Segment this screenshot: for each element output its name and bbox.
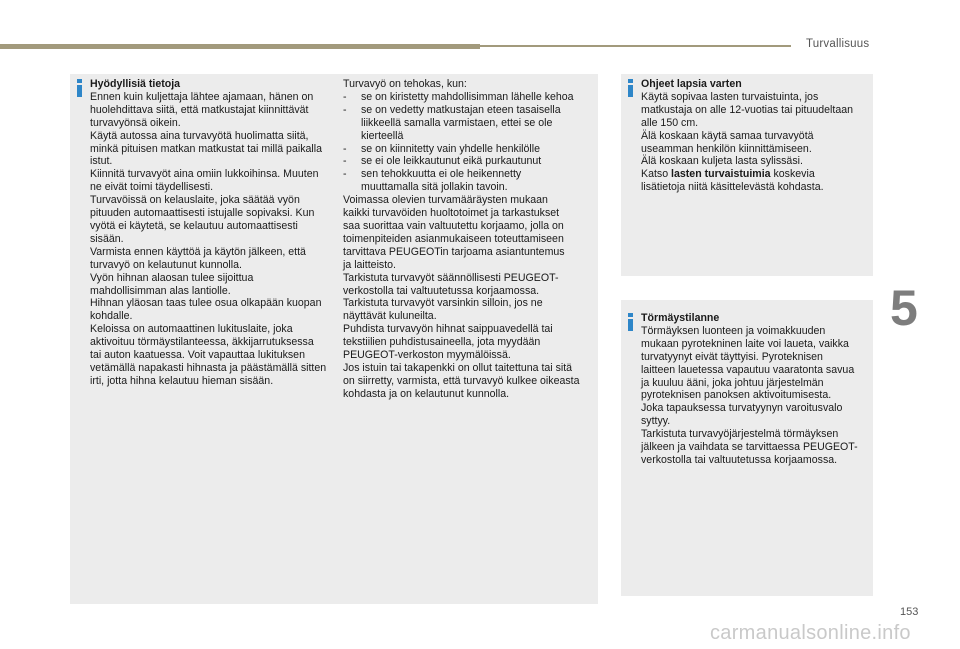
list-item-line: kierteellä — [361, 129, 404, 142]
text-line: tai auton kaatuessa. Voit vapauttaa lukituksen — [90, 349, 305, 362]
text-line: laitteen lauetessa vapautuu vaaratonta savua — [641, 363, 855, 376]
text-line: turvatyynyt eivät täyttyisi. Pyroteknisen — [641, 350, 823, 363]
text-line: irti, jotta hihna kelautuu hieman sisään. — [90, 374, 274, 387]
text-line: Tarkistuta turvavyöt säännöllisesti PEUGEOT- — [343, 271, 559, 284]
header-rule-thick — [0, 44, 480, 49]
child-seat-reference-line2: lisätietoja niitä käsittelevästä kohdasta. — [641, 181, 824, 194]
text-line: Keloissa on automaattinen lukituslaite, joka — [90, 323, 293, 336]
text-line: näyttävät kuluneilta. — [343, 310, 437, 323]
list-item-line: se on kiinnitetty vain yhdelle henkilölle — [361, 142, 541, 155]
text-line: sisään. — [90, 232, 124, 245]
text-line: turvavyönsä oikein. — [90, 116, 181, 129]
collision-info-text — [641, 312, 871, 467]
text-line: jälkeen ja vaihdata se tarvittaessa PEUGEOT- — [641, 441, 858, 454]
text-line: ne eivät toimi täydellisesti. — [90, 181, 214, 194]
text-line: toimenpiteiden asianmukaiseen toteuttamiseen — [343, 232, 564, 245]
text-line: alle 150 cm. — [641, 116, 699, 129]
text-line: saa suorittaa vain valtuutettu korjaamo, jolla on — [343, 219, 564, 232]
list-item — [343, 155, 599, 168]
text-line: Hihnan yläosan taas tulee osua olkapään kuopan — [90, 297, 322, 310]
children-info-title: Ohjeet lapsia varten — [641, 78, 742, 90]
list-item — [343, 143, 599, 156]
list-dash: - — [343, 168, 347, 181]
list-item-line: liikkeellä samalla varmistaen, ettei se ole — [361, 116, 553, 129]
text-line: tekstiilien puhdistusaineella, jota myydään — [343, 336, 541, 349]
text-line: useamman henkilön kiinnittämiseen. — [641, 142, 812, 155]
text-line: mahdollisimman alas lantiolle. — [90, 284, 231, 297]
section-title: Turvallisuus — [806, 38, 870, 50]
text-line: Törmäyksen luonteen ja voimakkuuden — [641, 324, 826, 337]
child-seat-reference: Katso lasten turvaistuimia koskevia — [641, 168, 815, 181]
info-icon — [628, 313, 634, 331]
text-line: pyroteknisen panoksen aktivoitumisesta. — [641, 389, 832, 402]
text-line: Käytä autossa aina turvavyötä huolimatta siitä, — [90, 129, 309, 142]
collision-info-title: Törmäystilanne — [641, 312, 720, 324]
text-line: huolehdittava siitä, että matkustajat kiinnittävät — [90, 103, 309, 116]
children-info-text — [641, 78, 871, 194]
useful-info-title: Hyödyllisiä tietoja — [90, 78, 181, 90]
text-line: vyötä ei käytetä, se kelautuu automaattisesti — [90, 219, 298, 232]
text-line: Käytä sopivaa lasten turvaistuinta, jos — [641, 90, 819, 103]
text-line: Tarkistuta turvavyöjärjestelmä törmäyksen — [641, 428, 839, 441]
header-rule-thin — [480, 45, 791, 47]
text-line: Älä koskaan kuljeta lasta sylissäsi. — [641, 155, 803, 168]
text-line: Turvavöissä on kelauslaite, joka säätää vyön — [90, 194, 300, 207]
text-line: Tarkistuta turvavyöt varsinkin silloin, jos ne — [343, 297, 543, 310]
text-line: aktivoituu törmäystilanteessa, äkkijarrutuksessa — [90, 336, 314, 349]
text-line: Jos istuin tai takapenkki on ollut taitettuna tai sitä — [343, 361, 573, 374]
text-line: Voimassa olevien turvamääräysten mukaan — [343, 194, 548, 207]
text-line: verkostolla tai valtuutetussa korjaamossa. — [343, 284, 540, 297]
list-dash: - — [343, 155, 347, 168]
text-line: verkostolla tai valtuutetussa korjaamossa. — [641, 453, 838, 466]
text-line: syttyy. — [641, 415, 671, 428]
list-dash: - — [343, 103, 347, 116]
seatbelt-effective-text — [343, 78, 599, 401]
text-line: pituuden automaattisesti istujalle sopivaksi. Kun — [90, 207, 315, 220]
text-line: Ennen kuin kuljettaja lähtee ajamaan, hänen on — [90, 90, 314, 103]
list-item-line: se ei ole leikkautunut eikä purkautunut — [361, 155, 542, 168]
text-line: on siirretty, varmista, että turvavyö kulkee oikeasta — [343, 374, 580, 387]
text-line: tarvittava PEUGEOTin tarjoama asiantuntemus — [343, 245, 565, 258]
text-line: ja laitteisto. — [343, 258, 396, 271]
text-line: Kiinnitä turvavyöt aina omiin lukkoihinsa. Muuten — [90, 168, 319, 181]
useful-info-text — [90, 78, 346, 388]
chapter-number: 5 — [890, 280, 918, 336]
text-line: mukaan pyrotekninen laite voi laueta, vaikka — [641, 337, 849, 350]
list-item-line: se on kiristetty mahdollisimman lähelle kehoa — [361, 90, 574, 103]
text-line: kohdalle. — [90, 310, 133, 323]
list-item-line: muuttamalla sitä jollakin tavoin. — [361, 181, 508, 194]
list-dash: - — [343, 142, 347, 155]
list-item-line: se on vedetty matkustajan eteen tasaisella — [361, 103, 561, 116]
text-line: kaikki turvavöiden huoltotoimet ja tarkastukset — [343, 207, 560, 220]
info-icon — [628, 79, 634, 97]
effective-intro: Turvavyö on tehokas, kun: — [343, 78, 467, 90]
child-seat-reference-bold: lasten turvaistuimia — [671, 168, 771, 181]
page-number: 153 — [900, 606, 919, 618]
text-line: vetämällä napakasti hihnasta ja päästämällä sitten — [90, 361, 327, 374]
text-line: istut. — [90, 155, 113, 168]
text-line: Varmista ennen käyttöä ja käytön jälkeen, että — [90, 245, 306, 258]
text-line: kohdasta ja on kelautunut kunnolla. — [343, 387, 510, 400]
text-line: matkustaja on alle 12-vuotias tai pituudeltaan — [641, 103, 854, 116]
info-icon — [77, 79, 83, 97]
list-dash: - — [343, 90, 347, 103]
text-line: Älä koskaan käytä samaa turvavyötä — [641, 129, 814, 142]
list-item — [343, 91, 599, 104]
text-line: turvavyö on kelautunut kunnolla. — [90, 258, 242, 271]
text-line: Vyön hihnan alaosan tulee sijoittua — [90, 271, 254, 284]
text-line: Joka tapauksessa turvatyynyn varoitusvalo — [641, 402, 843, 415]
text-line: minkä pituisen matkan matkustat tai millä paikalla — [90, 142, 322, 155]
list-item-line: sen tehokkuutta ei ole heikennetty — [361, 168, 522, 181]
text-line: ja kuuluu ääni, joka johtuu järjestelmän — [641, 376, 824, 389]
text-line: Puhdista turvavyön hihnat saippuavedellä tai — [343, 323, 553, 336]
watermark: carmanualsonline.info — [710, 622, 911, 644]
text-line: PEUGEOT-verkoston myymälöissä. — [343, 349, 511, 362]
list-item — [343, 104, 599, 143]
list-item — [343, 168, 599, 194]
